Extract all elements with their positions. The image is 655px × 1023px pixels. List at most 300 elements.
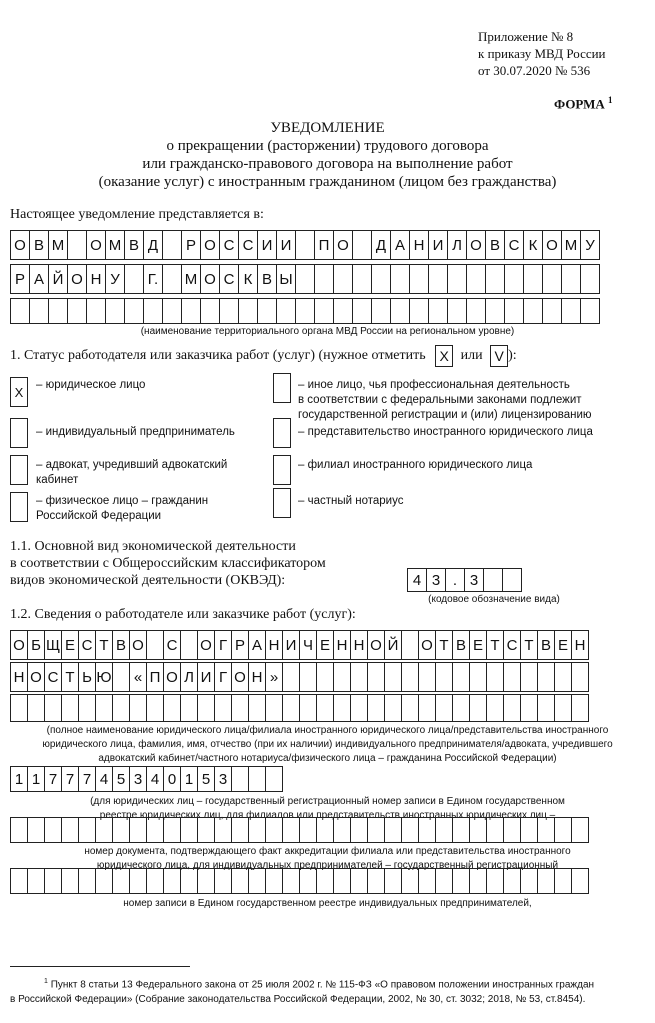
- char-cell[interactable]: [537, 817, 555, 843]
- char-cell[interactable]: [571, 662, 589, 692]
- char-cell[interactable]: [10, 817, 28, 843]
- char-cell[interactable]: [486, 694, 504, 722]
- char-cell[interactable]: 7: [78, 766, 96, 792]
- char-cell[interactable]: А: [390, 230, 410, 260]
- char-cell[interactable]: [384, 662, 402, 692]
- char-cell[interactable]: [371, 298, 391, 324]
- char-cell[interactable]: Б: [27, 630, 45, 660]
- char-cell[interactable]: Р: [231, 630, 249, 660]
- char-cell[interactable]: [282, 868, 300, 894]
- char-cell[interactable]: [333, 694, 351, 722]
- char-cell[interactable]: [469, 868, 487, 894]
- char-cell[interactable]: [333, 868, 351, 894]
- char-cell[interactable]: 0: [163, 766, 181, 792]
- char-cell[interactable]: [112, 662, 130, 692]
- char-cell[interactable]: [180, 630, 198, 660]
- char-cell[interactable]: [418, 817, 436, 843]
- char-cell[interactable]: [238, 298, 258, 324]
- char-cell[interactable]: »: [265, 662, 283, 692]
- char-cell[interactable]: Т: [520, 630, 538, 660]
- char-cell[interactable]: В: [124, 230, 144, 260]
- char-cell[interactable]: [265, 694, 283, 722]
- char-cell[interactable]: О: [333, 230, 353, 260]
- status-checkbox-legal-entity[interactable]: X: [10, 377, 28, 407]
- char-cell[interactable]: П: [314, 230, 334, 260]
- char-cell[interactable]: 4: [95, 766, 113, 792]
- char-cell[interactable]: Л: [180, 662, 198, 692]
- char-cell[interactable]: [282, 694, 300, 722]
- char-cell[interactable]: [129, 817, 147, 843]
- char-cell[interactable]: [231, 694, 249, 722]
- char-cell[interactable]: [401, 694, 419, 722]
- char-cell[interactable]: [44, 694, 62, 722]
- char-cell[interactable]: 1: [180, 766, 198, 792]
- char-cell[interactable]: [61, 694, 79, 722]
- char-cell[interactable]: [350, 694, 368, 722]
- char-cell[interactable]: С: [44, 662, 62, 692]
- char-cell[interactable]: И: [282, 630, 300, 660]
- char-cell[interactable]: [435, 694, 453, 722]
- char-cell[interactable]: [299, 694, 317, 722]
- char-cell[interactable]: Н: [333, 630, 351, 660]
- char-cell[interactable]: [314, 264, 334, 294]
- char-cell[interactable]: [485, 298, 505, 324]
- char-cell[interactable]: [95, 868, 113, 894]
- char-cell[interactable]: [163, 694, 181, 722]
- char-cell[interactable]: А: [248, 630, 266, 660]
- char-cell[interactable]: В: [452, 630, 470, 660]
- char-cell[interactable]: [333, 298, 353, 324]
- char-cell[interactable]: [219, 298, 239, 324]
- char-cell[interactable]: [401, 868, 419, 894]
- char-cell[interactable]: [435, 817, 453, 843]
- char-cell[interactable]: [483, 568, 503, 592]
- char-cell[interactable]: О: [163, 662, 181, 692]
- char-cell[interactable]: [561, 298, 581, 324]
- char-cell[interactable]: [181, 298, 201, 324]
- char-cell[interactable]: [537, 662, 555, 692]
- char-cell[interactable]: С: [163, 630, 181, 660]
- char-cell[interactable]: [367, 694, 385, 722]
- char-cell[interactable]: [27, 817, 45, 843]
- char-cell[interactable]: Н: [571, 630, 589, 660]
- status-checkbox-entrepreneur[interactable]: [10, 418, 28, 448]
- char-cell[interactable]: М: [181, 264, 201, 294]
- char-cell[interactable]: [504, 298, 524, 324]
- char-cell[interactable]: К: [523, 230, 543, 260]
- char-cell[interactable]: [48, 298, 68, 324]
- char-cell[interactable]: [231, 766, 249, 792]
- char-cell[interactable]: [452, 817, 470, 843]
- char-cell[interactable]: [486, 662, 504, 692]
- char-cell[interactable]: [162, 230, 182, 260]
- char-cell[interactable]: [129, 868, 147, 894]
- char-cell[interactable]: [162, 298, 182, 324]
- char-cell[interactable]: И: [276, 230, 296, 260]
- char-cell[interactable]: [401, 662, 419, 692]
- char-cell[interactable]: [282, 662, 300, 692]
- char-cell[interactable]: [554, 817, 572, 843]
- char-cell[interactable]: [523, 298, 543, 324]
- char-cell[interactable]: И: [257, 230, 277, 260]
- char-cell[interactable]: [469, 817, 487, 843]
- ip-number-grid[interactable]: [10, 868, 589, 894]
- char-cell[interactable]: [452, 662, 470, 692]
- char-cell[interactable]: [105, 298, 125, 324]
- char-cell[interactable]: [163, 817, 181, 843]
- char-cell[interactable]: [248, 868, 266, 894]
- employer-name-row-1[interactable]: [10, 630, 589, 660]
- char-cell[interactable]: [503, 817, 521, 843]
- agency-row-3[interactable]: [10, 298, 600, 324]
- char-cell[interactable]: [447, 264, 467, 294]
- char-cell[interactable]: [67, 230, 87, 260]
- char-cell[interactable]: [197, 868, 215, 894]
- status-checkbox-individual[interactable]: [10, 492, 28, 522]
- char-cell[interactable]: [486, 817, 504, 843]
- char-cell[interactable]: [418, 694, 436, 722]
- char-cell[interactable]: [504, 264, 524, 294]
- employer-name-row-2[interactable]: [10, 662, 589, 692]
- char-cell[interactable]: О: [10, 630, 28, 660]
- char-cell[interactable]: Ь: [78, 662, 96, 692]
- char-cell[interactable]: [452, 694, 470, 722]
- char-cell[interactable]: [180, 868, 198, 894]
- status-checkbox-lawyer[interactable]: [10, 455, 28, 485]
- char-cell[interactable]: В: [485, 230, 505, 260]
- char-cell[interactable]: О: [67, 264, 87, 294]
- okved-code-grid[interactable]: [407, 568, 522, 592]
- char-cell[interactable]: Е: [61, 630, 79, 660]
- char-cell[interactable]: 3: [214, 766, 232, 792]
- char-cell[interactable]: Т: [486, 630, 504, 660]
- char-cell[interactable]: [10, 298, 30, 324]
- char-cell[interactable]: В: [537, 630, 555, 660]
- char-cell[interactable]: Н: [409, 230, 429, 260]
- char-cell[interactable]: [129, 694, 147, 722]
- char-cell[interactable]: [350, 817, 368, 843]
- char-cell[interactable]: [537, 868, 555, 894]
- char-cell[interactable]: П: [146, 662, 164, 692]
- char-cell[interactable]: [295, 298, 315, 324]
- char-cell[interactable]: [520, 662, 538, 692]
- char-cell[interactable]: 4: [146, 766, 164, 792]
- char-cell[interactable]: [61, 868, 79, 894]
- char-cell[interactable]: В: [29, 230, 49, 260]
- char-cell[interactable]: [571, 817, 589, 843]
- char-cell[interactable]: [435, 868, 453, 894]
- char-cell[interactable]: [520, 868, 538, 894]
- char-cell[interactable]: [447, 298, 467, 324]
- char-cell[interactable]: 1: [27, 766, 45, 792]
- char-cell[interactable]: С: [219, 264, 239, 294]
- char-cell[interactable]: [554, 694, 572, 722]
- char-cell[interactable]: Т: [61, 662, 79, 692]
- char-cell[interactable]: [257, 298, 277, 324]
- char-cell[interactable]: Д: [143, 230, 163, 260]
- char-cell[interactable]: [571, 694, 589, 722]
- char-cell[interactable]: А: [29, 264, 49, 294]
- status-checkbox-notary[interactable]: [273, 488, 291, 518]
- char-cell[interactable]: Ч: [299, 630, 317, 660]
- char-cell[interactable]: [542, 298, 562, 324]
- char-cell[interactable]: [124, 298, 144, 324]
- char-cell[interactable]: [401, 630, 419, 660]
- char-cell[interactable]: 3: [426, 568, 446, 592]
- char-cell[interactable]: [248, 817, 266, 843]
- char-cell[interactable]: Т: [435, 630, 453, 660]
- char-cell[interactable]: [452, 868, 470, 894]
- char-cell[interactable]: [503, 868, 521, 894]
- char-cell[interactable]: [112, 817, 130, 843]
- char-cell[interactable]: [316, 694, 334, 722]
- char-cell[interactable]: [333, 817, 351, 843]
- char-cell[interactable]: В: [257, 264, 277, 294]
- char-cell[interactable]: [146, 817, 164, 843]
- char-cell[interactable]: [384, 694, 402, 722]
- char-cell[interactable]: О: [231, 662, 249, 692]
- char-cell[interactable]: [561, 264, 581, 294]
- char-cell[interactable]: [146, 694, 164, 722]
- char-cell[interactable]: [200, 298, 220, 324]
- char-cell[interactable]: [265, 868, 283, 894]
- char-cell[interactable]: [469, 662, 487, 692]
- char-cell[interactable]: [78, 817, 96, 843]
- char-cell[interactable]: Й: [384, 630, 402, 660]
- char-cell[interactable]: [10, 868, 28, 894]
- char-cell[interactable]: [390, 298, 410, 324]
- char-cell[interactable]: [180, 817, 198, 843]
- char-cell[interactable]: [554, 662, 572, 692]
- char-cell[interactable]: [542, 264, 562, 294]
- char-cell[interactable]: Г: [214, 662, 232, 692]
- char-cell[interactable]: [265, 766, 283, 792]
- accreditation-number-grid[interactable]: [10, 817, 589, 843]
- char-cell[interactable]: [78, 694, 96, 722]
- char-cell[interactable]: [265, 817, 283, 843]
- char-cell[interactable]: [295, 230, 315, 260]
- char-cell[interactable]: О: [418, 630, 436, 660]
- char-cell[interactable]: [352, 264, 372, 294]
- char-cell[interactable]: [299, 817, 317, 843]
- char-cell[interactable]: О: [466, 230, 486, 260]
- char-cell[interactable]: [214, 694, 232, 722]
- char-cell[interactable]: [367, 662, 385, 692]
- char-cell[interactable]: [523, 264, 543, 294]
- char-cell[interactable]: [299, 662, 317, 692]
- char-cell[interactable]: [503, 694, 521, 722]
- char-cell[interactable]: 7: [61, 766, 79, 792]
- char-cell[interactable]: [428, 264, 448, 294]
- char-cell[interactable]: [384, 868, 402, 894]
- char-cell[interactable]: [61, 817, 79, 843]
- char-cell[interactable]: М: [48, 230, 68, 260]
- char-cell[interactable]: С: [503, 630, 521, 660]
- char-cell[interactable]: Т: [95, 630, 113, 660]
- char-cell[interactable]: [503, 662, 521, 692]
- char-cell[interactable]: У: [105, 264, 125, 294]
- char-cell[interactable]: [537, 694, 555, 722]
- char-cell[interactable]: [282, 817, 300, 843]
- char-cell[interactable]: [112, 694, 130, 722]
- char-cell[interactable]: [350, 662, 368, 692]
- char-cell[interactable]: [485, 264, 505, 294]
- char-cell[interactable]: [295, 264, 315, 294]
- char-cell[interactable]: [162, 264, 182, 294]
- char-cell[interactable]: [314, 298, 334, 324]
- char-cell[interactable]: С: [78, 630, 96, 660]
- char-cell[interactable]: [554, 868, 572, 894]
- char-cell[interactable]: К: [238, 264, 258, 294]
- char-cell[interactable]: [146, 868, 164, 894]
- char-cell[interactable]: [352, 230, 372, 260]
- status-checkbox-other-person[interactable]: [273, 373, 291, 403]
- char-cell[interactable]: [276, 298, 296, 324]
- char-cell[interactable]: 3: [464, 568, 484, 592]
- char-cell[interactable]: [146, 630, 164, 660]
- char-cell[interactable]: 5: [197, 766, 215, 792]
- char-cell[interactable]: [44, 868, 62, 894]
- char-cell[interactable]: [10, 694, 28, 722]
- char-cell[interactable]: [124, 264, 144, 294]
- char-cell[interactable]: [197, 694, 215, 722]
- char-cell[interactable]: [27, 868, 45, 894]
- char-cell[interactable]: [384, 817, 402, 843]
- char-cell[interactable]: [418, 662, 436, 692]
- char-cell[interactable]: .: [445, 568, 465, 592]
- char-cell[interactable]: Г: [214, 630, 232, 660]
- char-cell[interactable]: Н: [350, 630, 368, 660]
- char-cell[interactable]: [580, 298, 600, 324]
- char-cell[interactable]: [248, 694, 266, 722]
- char-cell[interactable]: [248, 766, 266, 792]
- char-cell[interactable]: С: [238, 230, 258, 260]
- char-cell[interactable]: Ы: [276, 264, 296, 294]
- char-cell[interactable]: [197, 817, 215, 843]
- registration-number-grid[interactable]: [10, 766, 283, 792]
- char-cell[interactable]: [520, 817, 538, 843]
- char-cell[interactable]: О: [27, 662, 45, 692]
- char-cell[interactable]: [435, 662, 453, 692]
- employer-name-row-3[interactable]: [10, 694, 589, 722]
- char-cell[interactable]: [163, 868, 181, 894]
- char-cell[interactable]: О: [200, 230, 220, 260]
- char-cell[interactable]: Н: [10, 662, 28, 692]
- char-cell[interactable]: [214, 868, 232, 894]
- char-cell[interactable]: [409, 298, 429, 324]
- agency-row-2[interactable]: [10, 264, 600, 294]
- char-cell[interactable]: [29, 298, 49, 324]
- char-cell[interactable]: И: [197, 662, 215, 692]
- char-cell[interactable]: [466, 298, 486, 324]
- char-cell[interactable]: О: [10, 230, 30, 260]
- char-cell[interactable]: Н: [265, 630, 283, 660]
- char-cell[interactable]: 1: [10, 766, 28, 792]
- status-checkbox-branch[interactable]: [273, 455, 291, 485]
- char-cell[interactable]: [143, 298, 163, 324]
- char-cell[interactable]: Е: [316, 630, 334, 660]
- char-cell[interactable]: В: [112, 630, 130, 660]
- char-cell[interactable]: [316, 662, 334, 692]
- char-cell[interactable]: Г.: [143, 264, 163, 294]
- char-cell[interactable]: М: [105, 230, 125, 260]
- char-cell[interactable]: 5: [112, 766, 130, 792]
- char-cell[interactable]: О: [129, 630, 147, 660]
- char-cell[interactable]: [299, 868, 317, 894]
- char-cell[interactable]: Й: [48, 264, 68, 294]
- char-cell[interactable]: [44, 817, 62, 843]
- agency-row-1[interactable]: [10, 230, 600, 260]
- char-cell[interactable]: [409, 264, 429, 294]
- char-cell[interactable]: [95, 694, 113, 722]
- char-cell[interactable]: Щ: [44, 630, 62, 660]
- char-cell[interactable]: [520, 694, 538, 722]
- char-cell[interactable]: [390, 264, 410, 294]
- char-cell[interactable]: «: [129, 662, 147, 692]
- char-cell[interactable]: [418, 868, 436, 894]
- char-cell[interactable]: [86, 298, 106, 324]
- char-cell[interactable]: [231, 868, 249, 894]
- char-cell[interactable]: У: [580, 230, 600, 260]
- char-cell[interactable]: [95, 817, 113, 843]
- char-cell[interactable]: М: [561, 230, 581, 260]
- char-cell[interactable]: О: [86, 230, 106, 260]
- char-cell[interactable]: [352, 298, 372, 324]
- char-cell[interactable]: [367, 817, 385, 843]
- char-cell[interactable]: [316, 817, 334, 843]
- char-cell[interactable]: [214, 817, 232, 843]
- char-cell[interactable]: Н: [248, 662, 266, 692]
- char-cell[interactable]: [469, 694, 487, 722]
- char-cell[interactable]: [580, 264, 600, 294]
- char-cell[interactable]: [180, 694, 198, 722]
- char-cell[interactable]: Ю: [95, 662, 113, 692]
- char-cell[interactable]: О: [542, 230, 562, 260]
- char-cell[interactable]: О: [200, 264, 220, 294]
- char-cell[interactable]: Р: [10, 264, 30, 294]
- char-cell[interactable]: Д: [371, 230, 391, 260]
- char-cell[interactable]: 3: [129, 766, 147, 792]
- char-cell[interactable]: Р: [181, 230, 201, 260]
- char-cell[interactable]: О: [197, 630, 215, 660]
- char-cell[interactable]: И: [428, 230, 448, 260]
- char-cell[interactable]: [333, 662, 351, 692]
- char-cell[interactable]: 4: [407, 568, 427, 592]
- char-cell[interactable]: [367, 868, 385, 894]
- char-cell[interactable]: 7: [44, 766, 62, 792]
- char-cell[interactable]: [401, 817, 419, 843]
- char-cell[interactable]: [466, 264, 486, 294]
- char-cell[interactable]: Н: [86, 264, 106, 294]
- char-cell[interactable]: С: [219, 230, 239, 260]
- char-cell[interactable]: [571, 868, 589, 894]
- char-cell[interactable]: [78, 868, 96, 894]
- char-cell[interactable]: [333, 264, 353, 294]
- char-cell[interactable]: Л: [447, 230, 467, 260]
- char-cell[interactable]: [67, 298, 87, 324]
- char-cell[interactable]: [371, 264, 391, 294]
- char-cell[interactable]: [231, 817, 249, 843]
- char-cell[interactable]: [27, 694, 45, 722]
- char-cell[interactable]: Е: [554, 630, 572, 660]
- char-cell[interactable]: [112, 868, 130, 894]
- char-cell[interactable]: О: [367, 630, 385, 660]
- char-cell[interactable]: [428, 298, 448, 324]
- char-cell[interactable]: [502, 568, 522, 592]
- status-checkbox-representative-office[interactable]: [273, 418, 291, 448]
- char-cell[interactable]: [486, 868, 504, 894]
- char-cell[interactable]: [316, 868, 334, 894]
